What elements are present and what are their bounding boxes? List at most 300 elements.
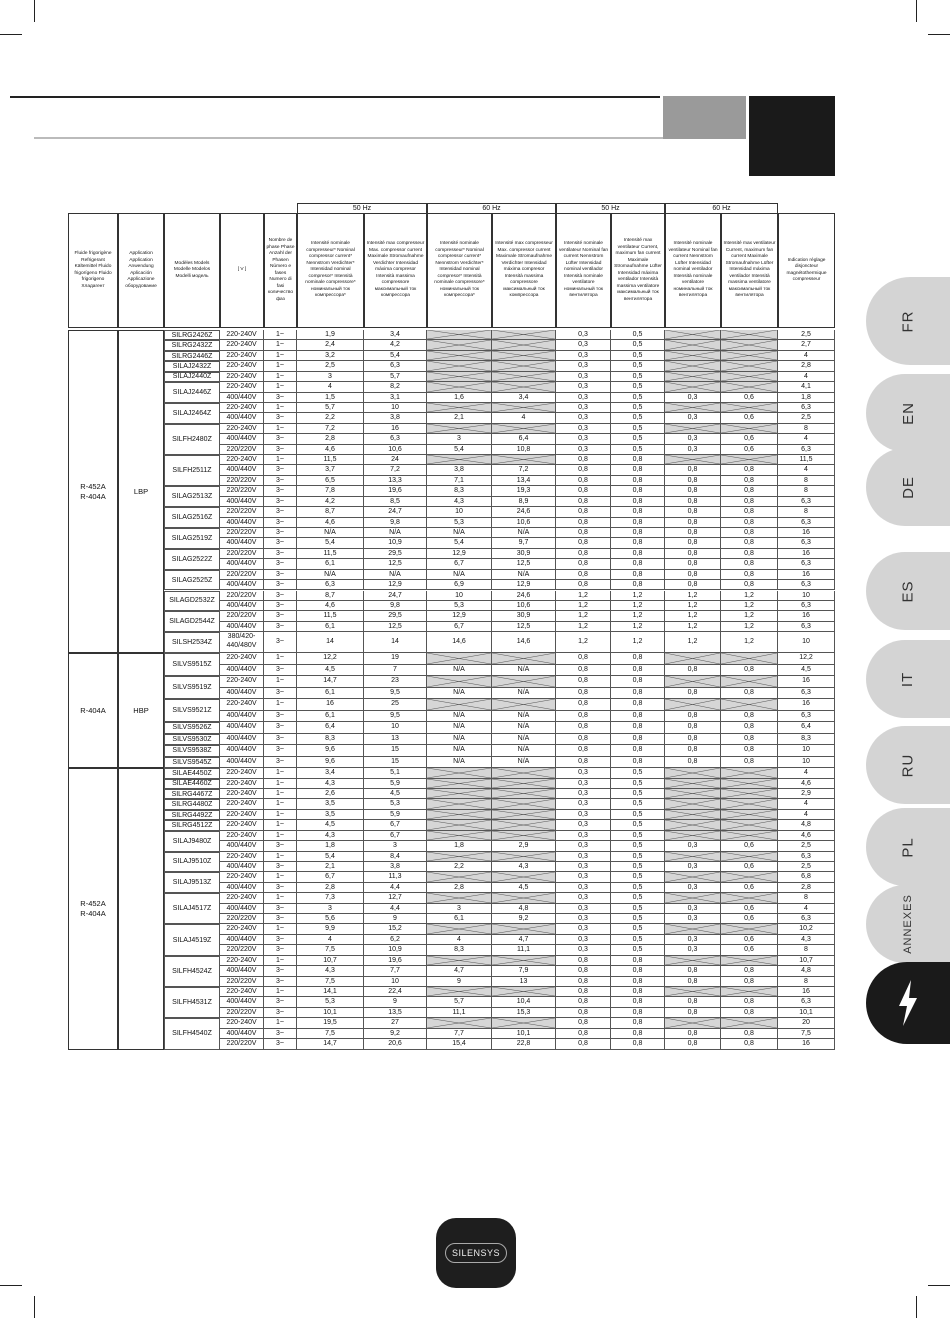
table-cell: 10,1 bbox=[297, 1008, 364, 1018]
table-cell: 4,2 bbox=[297, 497, 364, 507]
table-cell: 13,5 bbox=[364, 1008, 427, 1018]
model-cell: SILFH4531Z bbox=[164, 987, 220, 1018]
table-cell: 2,1 bbox=[427, 413, 492, 423]
table-cell: 20 bbox=[778, 1018, 835, 1028]
table-cell: 0,8 bbox=[556, 1029, 611, 1039]
table-cell: 6,3 bbox=[778, 997, 835, 1007]
table-row bbox=[220, 665, 835, 677]
model-cell: SILVS9545Z bbox=[164, 757, 220, 769]
table-cell: 1~ bbox=[264, 1018, 297, 1028]
table-cell: 9,5 bbox=[364, 688, 427, 700]
table-cell: 16 bbox=[778, 549, 835, 559]
table-cell: 14,7 bbox=[297, 676, 364, 688]
table-cell: 5,4 bbox=[427, 445, 492, 455]
table-cell: N/A bbox=[492, 688, 556, 700]
crop-mark bbox=[34, 0, 35, 22]
table-cell: 400/440V bbox=[220, 711, 264, 723]
table-cell: 1,2 bbox=[611, 601, 665, 611]
table-cell: 0,5 bbox=[611, 831, 665, 841]
table-cell: 7,7 bbox=[364, 966, 427, 976]
not-applicable-cell bbox=[427, 799, 492, 809]
table-cell: 12,9 bbox=[427, 611, 492, 621]
table-cell: 14,7 bbox=[297, 1039, 364, 1049]
not-applicable-cell bbox=[492, 1018, 556, 1028]
table-cell: 1~ bbox=[264, 852, 297, 862]
not-applicable-cell bbox=[492, 831, 556, 841]
table-cell: 9,9 bbox=[297, 924, 364, 934]
table-cell: 0,5 bbox=[611, 424, 665, 434]
table-cell: 22,4 bbox=[364, 987, 427, 997]
table-cell: 400/440V bbox=[220, 904, 264, 914]
table-cell: N/A bbox=[427, 734, 492, 746]
model-cell: SILAG2522Z bbox=[164, 549, 220, 570]
side-tab-pl[interactable] bbox=[866, 808, 950, 886]
table-cell: 400/440V bbox=[220, 688, 264, 700]
not-applicable-cell bbox=[721, 653, 778, 665]
table-cell: 10,7 bbox=[778, 956, 835, 966]
table-cell: 0,8 bbox=[611, 507, 665, 517]
table-cell: 2,8 bbox=[778, 883, 835, 893]
table-cell: 0,3 bbox=[556, 831, 611, 841]
table-cell: 4 bbox=[778, 434, 835, 444]
table-cell: 0,8 bbox=[721, 997, 778, 1007]
table-cell: 0,8 bbox=[611, 559, 665, 569]
table-cell: 10 bbox=[364, 403, 427, 413]
table-cell: 8,4 bbox=[364, 852, 427, 862]
table-row bbox=[220, 688, 835, 700]
table-row bbox=[220, 476, 835, 486]
table-cell: 10,6 bbox=[492, 601, 556, 611]
not-applicable-cell bbox=[721, 699, 778, 711]
table-cell: 1,2 bbox=[721, 591, 778, 601]
table-cell: 4,5 bbox=[778, 665, 835, 677]
table-cell: 0,8 bbox=[665, 497, 721, 507]
table-cell: 8 bbox=[778, 507, 835, 517]
not-applicable-cell bbox=[721, 330, 778, 340]
not-applicable-cell bbox=[427, 789, 492, 799]
table-cell: 3~ bbox=[264, 1029, 297, 1039]
table-cell: 1,2 bbox=[556, 591, 611, 601]
table-cell: 0,5 bbox=[611, 841, 665, 851]
table-cell: 1,2 bbox=[721, 601, 778, 611]
model-cell: SILAJ4519Z bbox=[164, 924, 220, 955]
table-cell: 4,6 bbox=[778, 831, 835, 841]
table-cell: 6,3 bbox=[364, 361, 427, 371]
table-cell: 1,2 bbox=[721, 622, 778, 632]
table-cell: 0,8 bbox=[665, 465, 721, 475]
not-applicable-cell bbox=[492, 403, 556, 413]
table-cell: 9 bbox=[427, 977, 492, 987]
table-row bbox=[220, 997, 835, 1007]
table-cell: 16 bbox=[778, 570, 835, 580]
table-row bbox=[220, 757, 835, 769]
table-cell: 0,3 bbox=[665, 914, 721, 924]
table-row bbox=[220, 486, 835, 496]
table-cell: 30,9 bbox=[492, 549, 556, 559]
fluid-group-cell: R-452A R-404A bbox=[68, 768, 118, 1049]
table-cell: 400/440V bbox=[220, 434, 264, 444]
table-cell: 0,8 bbox=[721, 1008, 778, 1018]
table-cell: 6,9 bbox=[427, 580, 492, 590]
not-applicable-cell bbox=[427, 831, 492, 841]
table-cell: 2,6 bbox=[297, 789, 364, 799]
table-cell: 2,2 bbox=[297, 413, 364, 423]
table-cell: 0,8 bbox=[556, 518, 611, 528]
table-cell: 1~ bbox=[264, 653, 297, 665]
table-cell: 3~ bbox=[264, 904, 297, 914]
table-cell: 0,3 bbox=[556, 330, 611, 340]
table-cell: 0,8 bbox=[611, 688, 665, 700]
not-applicable-cell bbox=[427, 768, 492, 778]
not-applicable-cell bbox=[427, 330, 492, 340]
table-cell: 220/220V bbox=[220, 507, 264, 517]
table-cell: N/A bbox=[297, 570, 364, 580]
table-cell: 0,8 bbox=[721, 559, 778, 569]
table-cell: 6,1 bbox=[297, 622, 364, 632]
table-cell: 0,8 bbox=[721, 757, 778, 769]
frequency-header: 50 Hz bbox=[556, 203, 665, 214]
not-applicable-cell bbox=[721, 340, 778, 350]
table-row bbox=[220, 393, 835, 403]
table-cell: 1~ bbox=[264, 455, 297, 465]
not-applicable-cell bbox=[721, 424, 778, 434]
table-cell: 0,3 bbox=[556, 424, 611, 434]
table-cell: 19 bbox=[364, 653, 427, 665]
model-cell: SILRG4512Z bbox=[164, 820, 220, 830]
table-cell: 3,4 bbox=[364, 330, 427, 340]
table-cell: 4,8 bbox=[778, 820, 835, 830]
table-row bbox=[220, 518, 835, 528]
table-cell: 0,5 bbox=[611, 779, 665, 789]
table-cell: 0,8 bbox=[721, 665, 778, 677]
table-cell: 3~ bbox=[264, 935, 297, 945]
table-cell: 29,5 bbox=[364, 611, 427, 621]
table-cell: 0,8 bbox=[556, 580, 611, 590]
table-cell: 3,4 bbox=[297, 768, 364, 778]
table-cell: 4 bbox=[297, 382, 364, 392]
table-cell: 220/220V bbox=[220, 591, 264, 601]
table-cell: 12,2 bbox=[297, 653, 364, 665]
not-applicable-cell bbox=[492, 872, 556, 882]
table-row bbox=[220, 611, 835, 621]
side-tab-fr[interactable] bbox=[866, 277, 950, 365]
table-cell: 0,8 bbox=[611, 653, 665, 665]
table-cell: 0,3 bbox=[665, 434, 721, 444]
table-row bbox=[220, 831, 835, 841]
model-cell: SILAJ9480Z bbox=[164, 831, 220, 852]
table-cell: 0,8 bbox=[665, 518, 721, 528]
column-header: Intensité max ventilateur Current, maximum fan current Maximale Stromaufnahme Lüfter Intensidad máxima ventilador Intensità massima ventilatore максимальный ток вентилятора bbox=[721, 213, 778, 328]
table-cell: 400/440V bbox=[220, 601, 264, 611]
table-cell: 0,8 bbox=[611, 997, 665, 1007]
table-cell: 1,5 bbox=[297, 393, 364, 403]
not-applicable-cell bbox=[721, 403, 778, 413]
model-cell: SILFH2511Z bbox=[164, 455, 220, 486]
table-cell: 4,8 bbox=[778, 966, 835, 976]
table-cell: 0,8 bbox=[556, 570, 611, 580]
table-cell: 2,9 bbox=[492, 841, 556, 851]
table-cell: 0,3 bbox=[556, 434, 611, 444]
table-cell: 20,6 bbox=[364, 1039, 427, 1049]
table-cell: 4 bbox=[297, 935, 364, 945]
not-applicable-cell bbox=[427, 653, 492, 665]
table-cell: 10 bbox=[427, 591, 492, 601]
table-cell: 3 bbox=[427, 904, 492, 914]
not-applicable-cell bbox=[721, 956, 778, 966]
table-cell: 0,3 bbox=[556, 768, 611, 778]
table-cell: 0,8 bbox=[556, 734, 611, 746]
table-cell: 6,3 bbox=[778, 559, 835, 569]
table-cell: 3,5 bbox=[297, 810, 364, 820]
table-cell: 14,1 bbox=[297, 987, 364, 997]
table-row bbox=[220, 779, 835, 789]
table-cell: 11,3 bbox=[364, 872, 427, 882]
table-cell: 400/440V bbox=[220, 935, 264, 945]
side-tab-es[interactable] bbox=[866, 552, 950, 630]
table-cell: 23 bbox=[364, 676, 427, 688]
not-applicable-cell bbox=[492, 340, 556, 350]
table-cell: 0,8 bbox=[556, 711, 611, 723]
table-cell: 19,6 bbox=[364, 486, 427, 496]
table-row bbox=[220, 528, 835, 538]
table-cell: 6,3 bbox=[778, 403, 835, 413]
table-cell: 4 bbox=[492, 413, 556, 423]
table-cell: 30,9 bbox=[492, 611, 556, 621]
table-cell: 0,8 bbox=[721, 711, 778, 723]
table-cell: 6,3 bbox=[778, 538, 835, 548]
table-cell: 0,8 bbox=[611, 476, 665, 486]
not-applicable-cell bbox=[492, 810, 556, 820]
table-cell: 220/220V bbox=[220, 476, 264, 486]
table-cell: 3,8 bbox=[427, 465, 492, 475]
not-applicable-cell bbox=[427, 852, 492, 862]
not-applicable-cell bbox=[721, 810, 778, 820]
table-cell: 6,1 bbox=[427, 914, 492, 924]
table-cell: 0,5 bbox=[611, 924, 665, 934]
table-cell: N/A bbox=[427, 528, 492, 538]
table-cell: N/A bbox=[427, 665, 492, 677]
table-cell: 400/440V bbox=[220, 518, 264, 528]
table-cell: 3 bbox=[297, 904, 364, 914]
table-cell: 0,8 bbox=[611, 518, 665, 528]
table-cell: 3~ bbox=[264, 465, 297, 475]
table-cell: 4,5 bbox=[297, 665, 364, 677]
table-cell: 220-240V bbox=[220, 799, 264, 809]
table-row bbox=[220, 507, 835, 517]
table-row bbox=[220, 904, 835, 914]
table-cell: 6,3 bbox=[778, 852, 835, 862]
table-cell: 10 bbox=[427, 507, 492, 517]
fluid-group-cell: R-452A R-404A bbox=[68, 330, 118, 653]
table-cell: 3~ bbox=[264, 757, 297, 769]
frequency-header: 60 Hz bbox=[427, 203, 556, 214]
table-cell: 0,3 bbox=[556, 945, 611, 955]
table-cell: 24,6 bbox=[492, 507, 556, 517]
table-cell: 6,2 bbox=[364, 935, 427, 945]
model-cell: SILFH4524Z bbox=[164, 956, 220, 987]
table-cell: 6,7 bbox=[297, 872, 364, 882]
model-cell: SILAJ2432Z bbox=[164, 361, 220, 371]
table-cell: 1,2 bbox=[611, 611, 665, 621]
table-cell: 2,5 bbox=[778, 862, 835, 872]
table-cell: 12,9 bbox=[492, 580, 556, 590]
table-cell: 220-240V bbox=[220, 455, 264, 465]
table-cell: 2,5 bbox=[778, 841, 835, 851]
table-row bbox=[220, 372, 835, 382]
table-cell: 0,3 bbox=[556, 852, 611, 862]
table-cell: 3,7 bbox=[297, 465, 364, 475]
table-cell: 0,8 bbox=[611, 977, 665, 987]
table-cell: 0,8 bbox=[611, 956, 665, 966]
not-applicable-cell bbox=[427, 779, 492, 789]
table-cell: 220-240V bbox=[220, 1018, 264, 1028]
table-cell: 3~ bbox=[264, 549, 297, 559]
not-applicable-cell bbox=[665, 789, 721, 799]
table-cell: 0,3 bbox=[665, 445, 721, 455]
table-cell: 3,2 bbox=[297, 351, 364, 361]
not-applicable-cell bbox=[721, 382, 778, 392]
not-applicable-cell bbox=[492, 987, 556, 997]
table-cell: 0,3 bbox=[665, 413, 721, 423]
not-applicable-cell bbox=[721, 852, 778, 862]
table-cell: 4,3 bbox=[297, 831, 364, 841]
table-cell: 400/440V bbox=[220, 841, 264, 851]
table-cell: 7,9 bbox=[492, 966, 556, 976]
table-cell: 13 bbox=[492, 977, 556, 987]
table-cell: 1~ bbox=[264, 956, 297, 966]
table-cell: 220-240V bbox=[220, 340, 264, 350]
not-applicable-cell bbox=[492, 372, 556, 382]
table-cell: 9,6 bbox=[297, 745, 364, 757]
not-applicable-cell bbox=[492, 351, 556, 361]
table-cell: 6,1 bbox=[297, 688, 364, 700]
table-cell: 8,3 bbox=[427, 486, 492, 496]
table-cell: 6,7 bbox=[364, 831, 427, 841]
table-cell: 400/440V bbox=[220, 883, 264, 893]
table-cell: 1~ bbox=[264, 403, 297, 413]
table-cell: 7,7 bbox=[427, 1029, 492, 1039]
side-tab-en[interactable] bbox=[866, 374, 950, 452]
table-cell: 6,3 bbox=[778, 622, 835, 632]
table-cell: 24,7 bbox=[364, 591, 427, 601]
side-tab-annexes[interactable] bbox=[866, 885, 950, 963]
table-cell: 5,3 bbox=[297, 997, 364, 1007]
table-cell: 3~ bbox=[264, 476, 297, 486]
fluid-group-cell: R-404A bbox=[68, 653, 118, 768]
table-cell: 4 bbox=[778, 799, 835, 809]
table-cell: 400/440V bbox=[220, 465, 264, 475]
table-cell: 0,8 bbox=[665, 549, 721, 559]
table-cell: 400/440V bbox=[220, 559, 264, 569]
table-cell: 3~ bbox=[264, 997, 297, 1007]
table-cell: 400/440V bbox=[220, 413, 264, 423]
table-cell: 220/220V bbox=[220, 445, 264, 455]
table-cell: 3~ bbox=[264, 734, 297, 746]
table-cell: 4,5 bbox=[297, 820, 364, 830]
table-cell: 220/220V bbox=[220, 549, 264, 559]
table-row bbox=[220, 872, 835, 882]
table-cell: 6,1 bbox=[297, 711, 364, 723]
table-row bbox=[220, 924, 835, 934]
table-cell: 0,8 bbox=[556, 465, 611, 475]
table-cell: 4,1 bbox=[778, 382, 835, 392]
table-row bbox=[220, 632, 835, 653]
model-cell: SILAJ2464Z bbox=[164, 403, 220, 424]
side-tab-label: ANNEXES bbox=[901, 894, 914, 954]
table-cell: 0,8 bbox=[611, 465, 665, 475]
table-cell: 0,8 bbox=[665, 559, 721, 569]
table-cell: 0,8 bbox=[556, 722, 611, 734]
side-tab-label: FR bbox=[899, 310, 917, 332]
table-row bbox=[220, 768, 835, 778]
table-row bbox=[220, 351, 835, 361]
table-cell: 7,2 bbox=[364, 465, 427, 475]
side-tab-it[interactable] bbox=[866, 640, 950, 718]
header-subrule bbox=[34, 137, 664, 139]
table-cell: 6,8 bbox=[778, 872, 835, 882]
table-cell: 400/440V bbox=[220, 722, 264, 734]
table-cell: 0,5 bbox=[611, 935, 665, 945]
table-cell: 220/220V bbox=[220, 611, 264, 621]
crop-mark bbox=[0, 34, 22, 35]
table-cell: 0,8 bbox=[611, 676, 665, 688]
side-tab-de[interactable] bbox=[866, 448, 950, 526]
table-cell: 400/440V bbox=[220, 757, 264, 769]
model-cell: SILRG4467Z bbox=[164, 789, 220, 799]
table-cell: 220-240V bbox=[220, 351, 264, 361]
table-cell: 3,5 bbox=[297, 799, 364, 809]
table-cell: 400/440V bbox=[220, 622, 264, 632]
frequency-header: 60 Hz bbox=[665, 203, 778, 214]
table-cell: 0,3 bbox=[556, 351, 611, 361]
table-cell: 0,8 bbox=[665, 711, 721, 723]
table-row bbox=[220, 361, 835, 371]
table-cell: 3~ bbox=[264, 538, 297, 548]
side-tab-ru[interactable] bbox=[866, 726, 950, 804]
table-cell: 1~ bbox=[264, 424, 297, 434]
not-applicable-cell bbox=[492, 424, 556, 434]
table-cell: 0,8 bbox=[665, 570, 721, 580]
not-applicable-cell bbox=[665, 893, 721, 903]
table-cell: 0,6 bbox=[721, 841, 778, 851]
table-cell: 3~ bbox=[264, 722, 297, 734]
table-cell: 2,8 bbox=[778, 361, 835, 371]
not-applicable-cell bbox=[721, 820, 778, 830]
table-cell: 0,8 bbox=[556, 977, 611, 987]
crop-mark bbox=[916, 0, 917, 22]
table-cell: 7,8 bbox=[297, 486, 364, 496]
table-cell: 0,5 bbox=[611, 445, 665, 455]
table-cell: 220-240V bbox=[220, 382, 264, 392]
side-tab-label: RU bbox=[899, 753, 917, 777]
table-cell: 0,5 bbox=[611, 434, 665, 444]
side-tab-lightning-icon[interactable] bbox=[866, 962, 950, 1044]
not-applicable-cell bbox=[427, 382, 492, 392]
table-cell: 7,5 bbox=[297, 945, 364, 955]
table-cell: 3,8 bbox=[364, 862, 427, 872]
table-cell: 0,3 bbox=[556, 893, 611, 903]
table-row bbox=[220, 538, 835, 548]
table-cell: 6,1 bbox=[297, 559, 364, 569]
table-cell: 5,4 bbox=[297, 538, 364, 548]
not-applicable-cell bbox=[492, 330, 556, 340]
table-cell: 15 bbox=[364, 757, 427, 769]
table-cell: 1~ bbox=[264, 699, 297, 711]
table-cell: 10,6 bbox=[364, 445, 427, 455]
not-applicable-cell bbox=[427, 893, 492, 903]
table-cell: 3~ bbox=[264, 914, 297, 924]
table-cell: 220-240V bbox=[220, 924, 264, 934]
